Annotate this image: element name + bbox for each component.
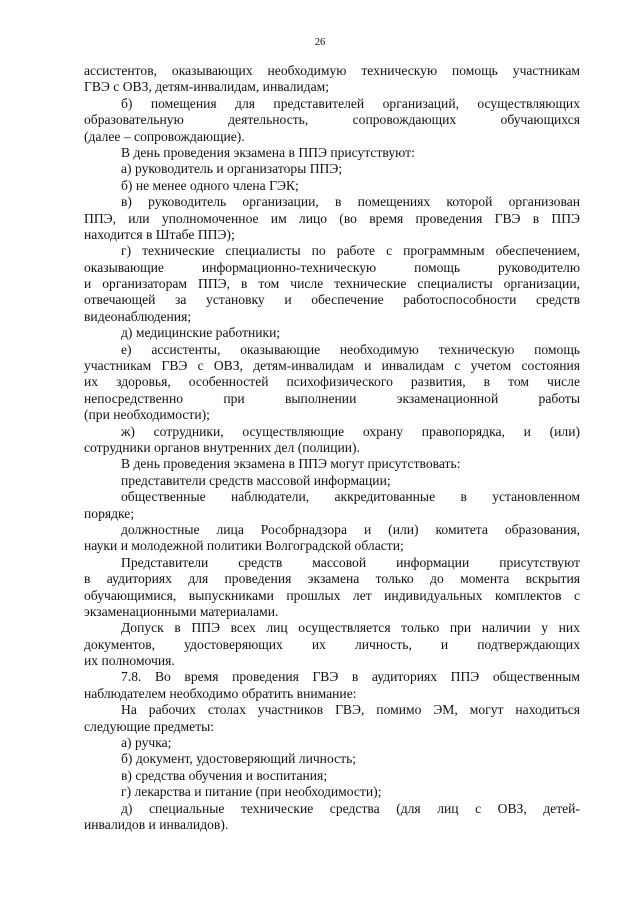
text-line: д) медицинские работники; bbox=[121, 325, 281, 341]
text-line: г) лекарства и питание (при необходимости); bbox=[121, 784, 382, 800]
text-line: науки и молодежной политики Волгоградской области; bbox=[84, 538, 404, 554]
text-line: Представители средств массовой информации присутствуют bbox=[121, 554, 580, 570]
text-line: общественные наблюдатели, аккредитованные в установленном bbox=[121, 489, 580, 505]
text-line: В день проведения экзамена в ППЭ могут присутствовать: bbox=[121, 456, 461, 472]
text-line: их полномочия. bbox=[84, 653, 175, 669]
text-line: в) средства обучения и воспитания; bbox=[121, 767, 328, 783]
text-line: в аудиториях для проведения экзамена только до момента вскрытия bbox=[84, 571, 580, 587]
text-line: документов, удостоверяющих их личность, и подтверждающих bbox=[84, 636, 580, 652]
text-line: На рабочих столах участников ГВЭ, помимо ЭМ, могут находиться bbox=[121, 702, 580, 718]
text-line: Допуск в ППЭ всех лиц осуществляется только при наличии у них bbox=[121, 620, 580, 636]
text-line: 7.8. Во время проведения ГВЭ в аудиториях ППЭ общественным bbox=[121, 669, 580, 685]
text-line: д) специальные технические средства (для лиц с ОВЗ, детей- bbox=[121, 800, 580, 816]
text-line: видеонаблюдения; bbox=[84, 308, 192, 324]
text-line: образовательную деятельность, сопровождающих обучающихся bbox=[84, 112, 580, 128]
text-line: а) ручка; bbox=[121, 735, 172, 751]
text-line: б) не менее одного члена ГЭК; bbox=[121, 177, 299, 193]
text-line: и организаторам ППЭ, в том числе технические специалисты организации, bbox=[84, 276, 580, 292]
page-number: 26 bbox=[314, 37, 326, 48]
text-line: следующие предметы: bbox=[84, 718, 215, 734]
text-line: ассистентов, оказывающих необходимую техническую помощь участникам bbox=[84, 63, 580, 78]
text-line: В день проведения экзамена в ППЭ присутствуют: bbox=[121, 144, 415, 160]
text-line: ГВЭ с ОВЗ, детям-инвалидам, инвалидам; bbox=[84, 79, 329, 95]
text-line: непосредственно при выполнении экзаменационной работы bbox=[84, 390, 580, 406]
text-line: представители средств массовой информации; bbox=[121, 472, 391, 488]
text-line: г) технические специалисты по работе с программным обеспечением, bbox=[121, 243, 580, 259]
text-line: е) ассистенты, оказывающие необходимую техническую помощь bbox=[121, 341, 580, 357]
text-line: (при необходимости); bbox=[84, 407, 210, 423]
text-line: сотрудники органов внутренних дел (полиции). bbox=[84, 439, 360, 455]
text-line: ж) сотрудники, осуществляющие охрану правопорядка, и (или) bbox=[121, 423, 580, 439]
text-line: (далее – сопровождающие). bbox=[84, 128, 245, 144]
text-line: б) документ, удостоверяющий личность; bbox=[121, 751, 357, 767]
text-line: должностные лица Рособрнадзора и (или) комитета образования, bbox=[121, 521, 580, 537]
text-line: а) руководитель и организаторы ППЭ; bbox=[121, 161, 343, 177]
text-line: их здоровья, особенностей психофизического развития, в том числе bbox=[84, 374, 580, 390]
text-line: отвечающей за установку и обеспечение работоспособности средств bbox=[84, 292, 580, 308]
text-line: обучающимися, выпускниками прошлых лет индивидуальных комплектов с bbox=[84, 587, 580, 603]
text-line: ППЭ, или уполномоченное им лицо (во время проведения ГВЭ в ППЭ bbox=[84, 210, 580, 226]
text-line: участникам ГВЭ с ОВЗ, детям-инвалидам и инвалидам с учетом состояния bbox=[84, 358, 580, 374]
document-body bbox=[84, 63, 580, 833]
text-line: в) руководитель организации, в помещениях которой организован bbox=[121, 194, 580, 210]
text-line: порядке; bbox=[84, 505, 135, 521]
text-line: находится в Штабе ППЭ); bbox=[84, 226, 235, 242]
text-line: оказывающие информационно-техническую помощь руководителю bbox=[84, 259, 580, 275]
text-line: инвалидов и инвалидов). bbox=[84, 816, 229, 832]
text-line: экзаменационными материалами. bbox=[84, 603, 279, 619]
text-line: б) помещения для представителей организаций, осуществляющих bbox=[121, 95, 580, 111]
text-line: наблюдателем необходимо обратить внимание: bbox=[84, 685, 357, 701]
